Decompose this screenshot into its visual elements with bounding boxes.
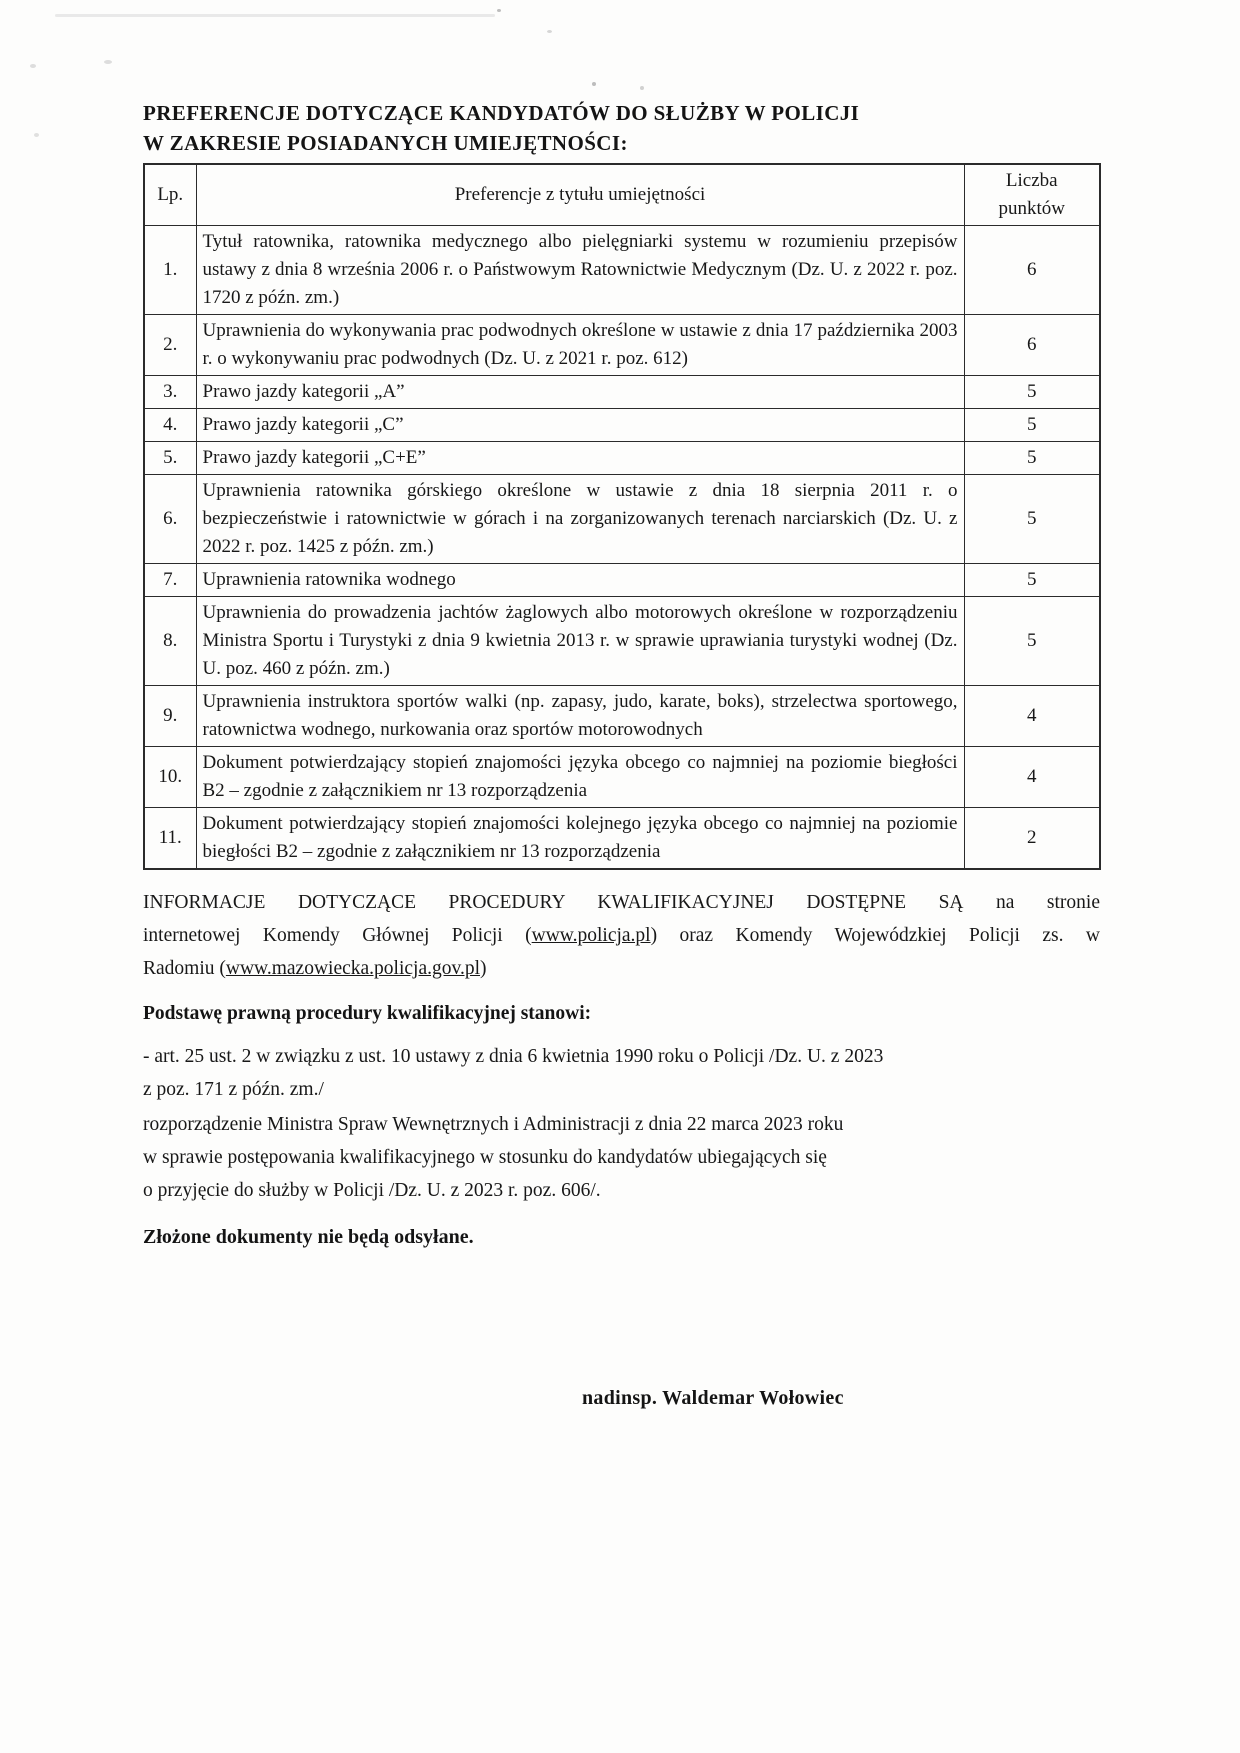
- info-line2-text2: ) oraz Komendy Wojewódzkiej Policji zs. w: [650, 925, 1100, 946]
- row-points: 4: [964, 747, 1100, 808]
- table-header-row: [144, 164, 1100, 226]
- page-title: [143, 98, 993, 158]
- row-number: 2.: [144, 315, 196, 376]
- row-points: 5: [964, 564, 1100, 597]
- row-number: 8.: [144, 597, 196, 686]
- info-line3-text2: ): [480, 958, 487, 979]
- table-row: [144, 226, 1100, 315]
- scan-artifact: [497, 9, 501, 12]
- column-header-points: Liczba punktów: [964, 164, 1100, 226]
- info-line3-text: Radomiu (: [143, 958, 226, 979]
- legal-p2-line2: w sprawie postępowania kwalifikacyjnego w stosunku do kandydatów ubiegających się: [143, 1147, 827, 1168]
- table-row: [144, 747, 1100, 808]
- legal-paragraph-1: [143, 1040, 1063, 1106]
- row-points: 5: [964, 442, 1100, 475]
- documents-note: Złożone dokumenty nie będą odsyłane.: [143, 1226, 474, 1248]
- row-preference: Prawo jazdy kategorii „C+E”: [196, 442, 964, 475]
- info-line1: INFORMACJE DOTYCZĄCE PROCEDURY KWALIFIKACYJNEJ DOSTĘPNE SĄ na stronie: [143, 892, 1100, 913]
- row-points: 5: [964, 475, 1100, 564]
- mazowiecka-policja-link[interactable]: www.mazowiecka.policja.gov.pl: [225, 958, 481, 979]
- row-points: 6: [964, 315, 1100, 376]
- page-title-line2: W ZAKRESIE POSIADANYCH UMIEJĘTNOŚCI:: [143, 131, 628, 155]
- row-number: 10.: [144, 747, 196, 808]
- row-points: 5: [964, 376, 1100, 409]
- preferences-table: [143, 163, 1101, 870]
- legal-paragraph-2: [143, 1108, 1063, 1207]
- row-number: 9.: [144, 686, 196, 747]
- policja-pl-link[interactable]: www.policja.pl: [531, 925, 651, 946]
- row-number: 4.: [144, 409, 196, 442]
- row-preference: Uprawnienia do wykonywania prac podwodnych określone w ustawie z dnia 17 października 2003 r. o wykonywaniu prac podwodnych (Dz. U. z 2021 r. poz. 612): [196, 315, 964, 376]
- row-points: 6: [964, 226, 1100, 315]
- row-number: 1.: [144, 226, 196, 315]
- row-preference: Dokument potwierdzający stopień znajomości kolejnego języka obcego co najmniej na poziomie biegłości B2 – zgodnie z załącznikiem nr 13 rozporządzenia: [196, 808, 964, 870]
- scan-artifact: [30, 64, 36, 68]
- table-row: [144, 315, 1100, 376]
- row-preference: Tytuł ratownika, ratownika medycznego albo pielęgniarki systemu w rozumieniu przepisów ustawy z dnia 8 września 2006 r. o Państwowym Ratownictwie Medycznym (Dz. U. z 2022 r. poz. 1720 z późn. zm.): [196, 226, 964, 315]
- row-number: 11.: [144, 808, 196, 870]
- row-points: 5: [964, 597, 1100, 686]
- row-preference: Uprawnienia do prowadzenia jachtów żaglowych albo motorowych określone w rozporządzeniu Ministra Sportu i Turystyki z dnia 9 kwietnia 2013 r. w sprawie uprawiania turystyki wodnej (Dz. U. poz. 460 z późn. zm.): [196, 597, 964, 686]
- legal-p1-line2: z poz. 171 z późn. zm./: [143, 1079, 324, 1100]
- scan-artifact: [55, 14, 495, 17]
- table-row: [144, 409, 1100, 442]
- scan-artifact: [640, 86, 644, 90]
- row-number: 6.: [144, 475, 196, 564]
- info-paragraph: [143, 886, 1100, 985]
- table-row: [144, 442, 1100, 475]
- row-preference: Uprawnienia ratownika wodnego: [196, 564, 964, 597]
- table-row: [144, 597, 1100, 686]
- row-number: 5.: [144, 442, 196, 475]
- legal-p1-line1: - art. 25 ust. 2 w związku z ust. 10 ustawy z dnia 6 kwietnia 1990 roku o Policji /Dz. U. z 2023: [143, 1046, 884, 1067]
- row-points: 4: [964, 686, 1100, 747]
- row-preference: Prawo jazdy kategorii „C”: [196, 409, 964, 442]
- table-row: [144, 475, 1100, 564]
- row-points: 2: [964, 808, 1100, 870]
- scan-artifact: [547, 30, 552, 33]
- info-line2-text: internetowej Komendy Głównej Policji (: [143, 925, 532, 946]
- row-preference: Prawo jazdy kategorii „A”: [196, 376, 964, 409]
- row-preference: Uprawnienia ratownika górskiego określone w ustawie z dnia 18 sierpnia 2011 r. o bezpieczeństwie i ratownictwie w górach i na zorganizowanych terenach narciarskich (Dz. U. z 2022 r. poz. 1425 z późn. zm.): [196, 475, 964, 564]
- info-line2: [143, 919, 1100, 952]
- scan-artifact: [104, 60, 112, 64]
- row-number: 7.: [144, 564, 196, 597]
- column-header-preference: Preferencje z tytułu umiejętności: [196, 164, 964, 226]
- scan-artifact: [592, 82, 596, 86]
- row-preference: Uprawnienia instruktora sportów walki (np. zapasy, judo, karate, boks), strzelectwa sportowego, ratownictwa wodnego, nurkowania oraz sportów motorowodnych: [196, 686, 964, 747]
- row-points: 5: [964, 409, 1100, 442]
- row-number: 3.: [144, 376, 196, 409]
- table-row: [144, 686, 1100, 747]
- page-title-line1: PREFERENCJE DOTYCZĄCE KANDYDATÓW DO SŁUŻBY W POLICJI: [143, 101, 860, 125]
- info-line3: [143, 952, 1100, 985]
- legal-p2-line3: o przyjęcie do służby w Policji /Dz. U. z 2023 r. poz. 606/.: [143, 1180, 601, 1201]
- table-row: [144, 564, 1100, 597]
- column-header-no: Lp.: [144, 164, 196, 226]
- scan-artifact: [34, 133, 39, 137]
- table-row: [144, 376, 1100, 409]
- row-preference: Dokument potwierdzający stopień znajomości języka obcego co najmniej na poziomie biegłości B2 – zgodnie z załącznikiem nr 13 rozporządzenia: [196, 747, 964, 808]
- signature: nadinsp. Waldemar Wołowiec: [582, 1387, 844, 1409]
- table-row: [144, 808, 1100, 870]
- legal-p2-line1: rozporządzenie Ministra Spraw Wewnętrznych i Administracji z dnia 22 marca 2023 roku: [143, 1114, 844, 1135]
- legal-basis-heading: Podstawę prawną procedury kwalifikacyjnej stanowi:: [143, 1003, 592, 1024]
